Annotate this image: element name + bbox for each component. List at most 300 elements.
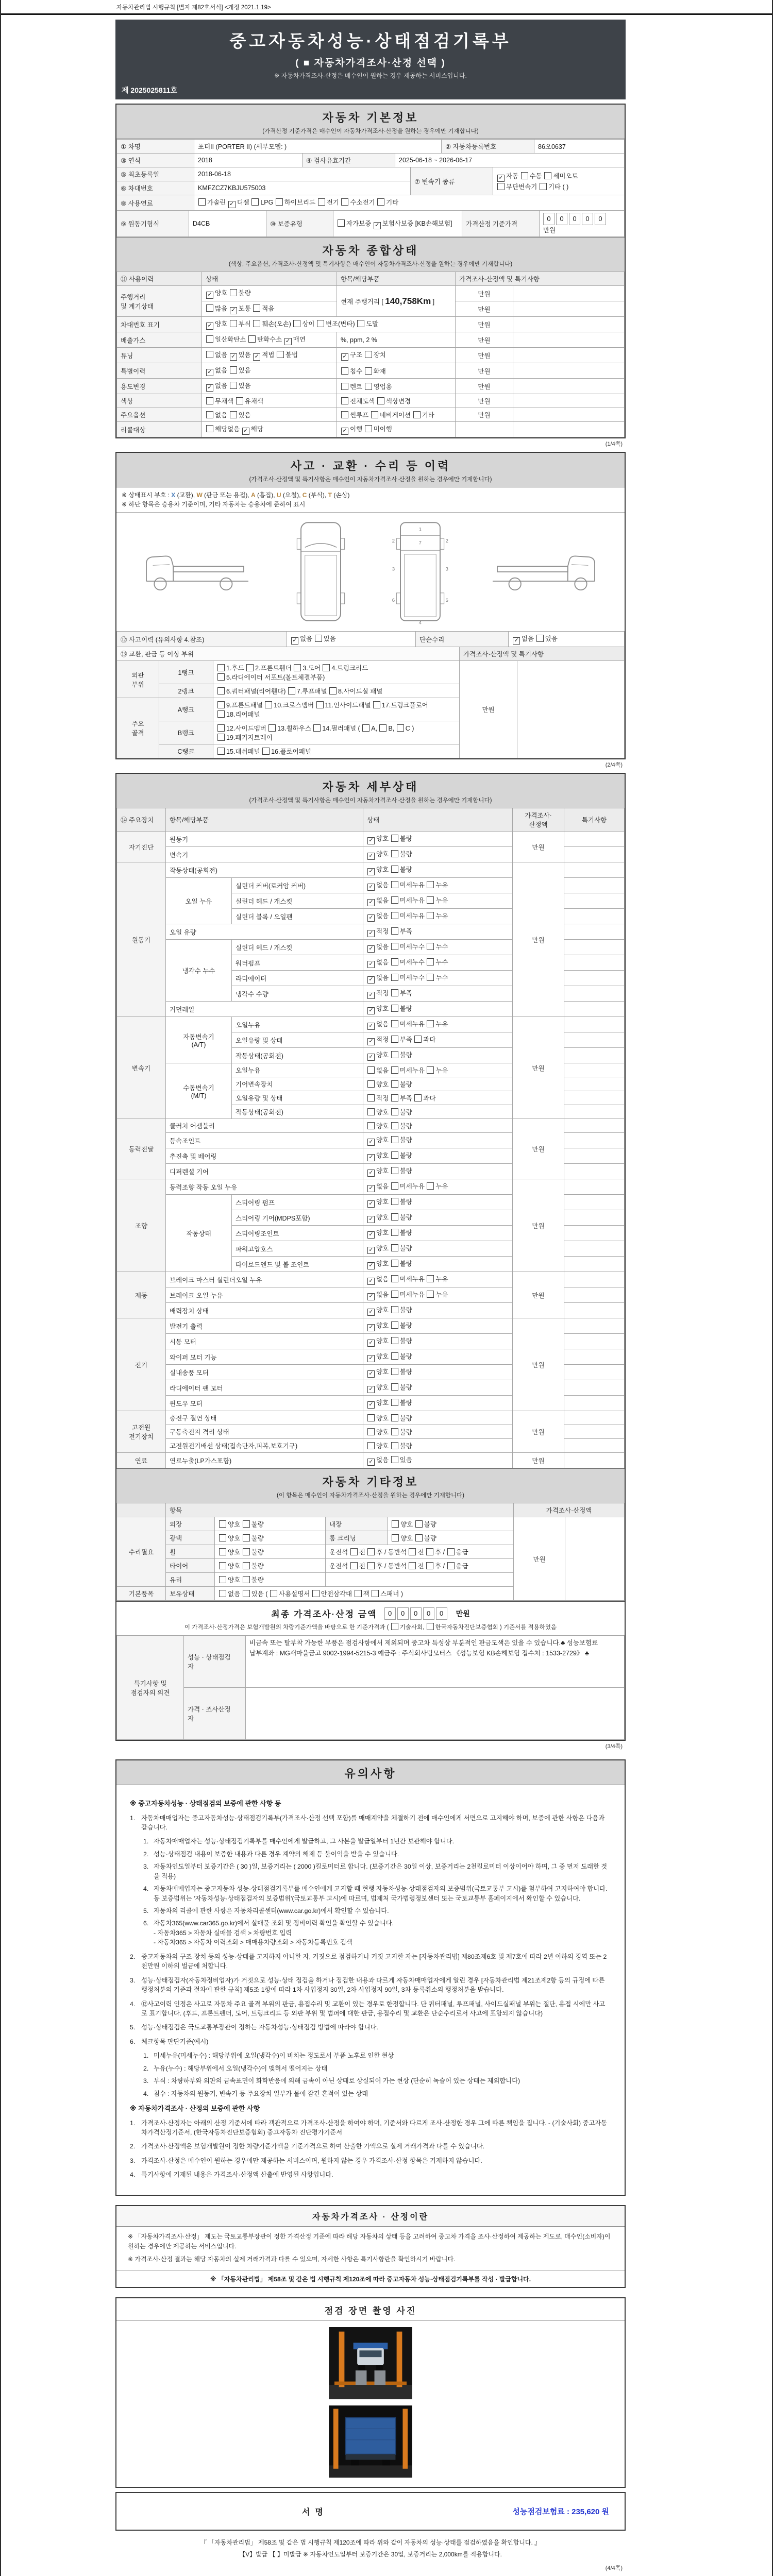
checkbox[interactable] xyxy=(315,635,322,642)
checkbox[interactable] xyxy=(373,701,380,708)
checkbox[interactable] xyxy=(540,183,547,190)
checkbox[interactable] xyxy=(230,411,237,418)
checkbox[interactable] xyxy=(414,1094,422,1101)
checkbox-checked[interactable] xyxy=(206,384,213,392)
checkbox[interactable] xyxy=(391,1275,398,1282)
checkbox[interactable] xyxy=(246,664,254,671)
status-cell: 양호 불량 xyxy=(363,1425,513,1439)
checkbox[interactable] xyxy=(230,382,237,389)
checkbox[interactable] xyxy=(365,367,372,375)
item-cell: 추진축 및 베어링 xyxy=(166,1148,363,1164)
checkbox[interactable] xyxy=(391,1182,398,1190)
checkbox[interactable] xyxy=(219,1548,226,1555)
checkbox[interactable] xyxy=(316,701,324,708)
checkbox[interactable] xyxy=(391,1368,398,1375)
status-cell: ✓ 없음 있음 xyxy=(363,1453,513,1468)
base-price-value xyxy=(540,211,625,237)
checkbox[interactable] xyxy=(362,724,369,732)
notice-item: 4. ⑫사고이력 인정은 사고로 자동차 주요 골격 부위의 판금, 용접수리 및 교환이 있는 경우로 한정합니다. 단 쿼터패널, 루프패널, 사이드실패널 부위는 절단, 용접 시에만 사고로 표기합니다. (후드, 프론트펜더, 도어, 트렁크리드 등 외판 부위 및 범퍼에 대한 판금, 용접수리 및 교환은 단순수리로서 사고에 포함되지 않습니다) xyxy=(130,2000,606,2017)
checkbox-checked[interactable] xyxy=(367,868,375,875)
checkbox-checked[interactable] xyxy=(367,914,375,922)
checkbox[interactable] xyxy=(391,1260,398,1267)
page-subtitle: ( ■ 자동차가격조사·산정 선택 ) xyxy=(295,58,446,69)
checkbox[interactable] xyxy=(427,958,434,965)
checkbox[interactable] xyxy=(323,664,330,671)
panel-items-cell: 12.사이드멤버 13.휠하우스 14.필러패널 ( A, B, C ) 19.패키지트레이 xyxy=(213,721,460,744)
accident-flags-table xyxy=(116,631,625,647)
checkbox[interactable] xyxy=(391,1094,398,1101)
checkbox[interactable] xyxy=(391,1623,398,1630)
checkbox[interactable] xyxy=(243,1548,250,1555)
checkbox[interactable] xyxy=(391,1428,398,1435)
checkbox[interactable] xyxy=(372,1590,379,1597)
checkbox[interactable] xyxy=(365,383,372,390)
section-notice xyxy=(116,1760,625,1785)
checkbox-checked[interactable] xyxy=(242,428,249,435)
checkbox[interactable] xyxy=(217,701,225,708)
checkbox-checked[interactable] xyxy=(367,1139,375,1146)
checkbox[interactable] xyxy=(236,397,243,404)
checkbox-checked[interactable] xyxy=(367,1170,375,1177)
item-label: 보유상태 xyxy=(166,1587,215,1601)
checkbox-checked[interactable] xyxy=(367,1154,375,1161)
checkbox[interactable] xyxy=(544,172,551,179)
checkbox-checked[interactable] xyxy=(367,961,375,968)
checkbox[interactable] xyxy=(391,1337,398,1344)
remarks-cell xyxy=(564,1119,625,1133)
checkbox-checked[interactable] xyxy=(367,884,375,891)
checkbox[interactable] xyxy=(427,1020,434,1027)
checkbox[interactable] xyxy=(329,687,337,694)
checkbox[interactable] xyxy=(391,1306,398,1313)
checkbox-checked[interactable] xyxy=(367,1185,375,1192)
remarks-cell xyxy=(513,422,625,437)
device-label: 동력전달 xyxy=(117,1119,166,1179)
checkbox[interactable] xyxy=(391,1036,398,1043)
checkbox[interactable] xyxy=(217,748,225,755)
checkbox[interactable] xyxy=(206,335,213,343)
checkbox-checked[interactable] xyxy=(367,1247,375,1254)
row-label: 주행거리 및 계기상태 xyxy=(117,286,202,317)
checkbox[interactable] xyxy=(317,320,324,327)
checkbox[interactable] xyxy=(367,1108,375,1115)
item-cell: 시동 모터 xyxy=(166,1334,363,1349)
device-label: 제동 xyxy=(117,1272,166,1318)
item-cell: 고전원전기배선 상태(접속단자,피복,보호기구) xyxy=(166,1439,363,1453)
checkbox[interactable] xyxy=(427,1182,434,1190)
checkbox[interactable] xyxy=(338,219,345,227)
checkbox[interactable] xyxy=(497,183,505,190)
item-cell: 작동상태(공회전) xyxy=(232,1048,363,1063)
item-cell: 구동축전지 격리 상태 xyxy=(166,1425,363,1439)
checkbox[interactable] xyxy=(350,1562,358,1569)
remarks-cell xyxy=(564,1439,625,1453)
overall-row xyxy=(117,394,625,408)
checkbox-checked[interactable] xyxy=(367,1231,375,1239)
item-cell: 오일 유량 xyxy=(166,924,363,940)
checkbox-checked[interactable] xyxy=(291,637,298,645)
checkbox[interactable] xyxy=(427,1623,434,1630)
checkbox[interactable] xyxy=(391,896,398,904)
checkbox[interactable] xyxy=(391,1442,398,1449)
checkbox[interactable] xyxy=(341,397,348,404)
status-cell: ✓ 없음 미세누유 누유 xyxy=(363,1287,513,1303)
checkbox[interactable] xyxy=(415,1534,423,1541)
checkbox[interactable] xyxy=(391,1291,398,1298)
checkbox[interactable] xyxy=(391,1122,398,1129)
checkbox[interactable] xyxy=(268,724,276,732)
checkbox-checked[interactable] xyxy=(367,930,375,937)
vin-value: KMFZCZ7KBJU575003 xyxy=(194,181,411,195)
inspection-photo-front xyxy=(327,2327,414,2399)
checkbox[interactable] xyxy=(391,912,398,919)
checkbox-checked[interactable] xyxy=(206,323,213,330)
checkbox-checked[interactable] xyxy=(230,353,237,361)
checkbox[interactable] xyxy=(341,367,348,375)
col-parts: 항목/해당부품 xyxy=(337,272,456,286)
checkbox-checked[interactable] xyxy=(367,853,375,860)
checkbox[interactable] xyxy=(294,664,301,671)
checkbox-checked[interactable] xyxy=(253,353,260,361)
checkbox[interactable] xyxy=(219,1562,226,1569)
checkbox-checked[interactable] xyxy=(367,1401,375,1409)
code-t: T xyxy=(328,492,332,499)
remarks-cell xyxy=(564,1380,625,1396)
checkbox[interactable] xyxy=(409,1548,416,1555)
checkbox-checked[interactable] xyxy=(367,1293,375,1300)
signature-label: 서명 xyxy=(302,2508,328,2517)
status-cell: ✓ 없음 미세누수 누수 xyxy=(363,971,513,986)
checkbox[interactable] xyxy=(391,866,398,873)
checkbox[interactable] xyxy=(391,1167,398,1174)
checkbox-checked[interactable] xyxy=(367,1054,375,1061)
checkbox[interactable] xyxy=(377,397,384,404)
checkbox-checked[interactable] xyxy=(513,637,520,645)
checkbox[interactable] xyxy=(367,1080,375,1088)
checkbox[interactable] xyxy=(391,1051,398,1058)
checkbox[interactable] xyxy=(318,198,325,206)
checkbox[interactable] xyxy=(288,687,295,694)
item-cell: 클러치 어셈블리 xyxy=(166,1119,363,1133)
checkbox[interactable] xyxy=(248,335,256,343)
status-cell: 양호 불량 xyxy=(363,1439,513,1453)
checkbox[interactable] xyxy=(262,748,270,755)
checkbox-checked[interactable] xyxy=(367,945,375,953)
status-cell: ✓ 적정 부족 xyxy=(363,986,513,1002)
checkbox[interactable] xyxy=(312,1590,320,1597)
checkbox[interactable] xyxy=(426,1562,433,1569)
checkbox[interactable] xyxy=(219,1520,226,1528)
price-survey-line2: ※ 가격조사·산정 결과는 해당 자동차의 실제 거래가격과 다를 수 있으며, 자세한 사항은 특기사항란을 확인하시기 바랍니다. xyxy=(128,2256,456,2263)
checkbox[interactable] xyxy=(391,927,398,935)
row-label: 주요옵션 xyxy=(117,408,202,422)
checkbox-checked[interactable] xyxy=(206,292,213,299)
checkbox[interactable] xyxy=(230,289,237,296)
checkbox[interactable] xyxy=(243,1590,250,1597)
checkbox-checked[interactable] xyxy=(228,201,236,208)
section-title: 자동차 세부상태 xyxy=(322,781,419,793)
checkbox-checked[interactable] xyxy=(230,307,237,314)
checkbox[interactable] xyxy=(427,1291,434,1298)
overall-row xyxy=(117,408,625,422)
remarks-cell xyxy=(564,940,625,955)
checkbox[interactable] xyxy=(367,1414,375,1421)
inspector-label: 성능 · 상태점검 자 xyxy=(184,1636,246,1688)
svg-text:4: 4 xyxy=(418,620,422,626)
checkbox-checked[interactable] xyxy=(341,428,348,435)
checkbox[interactable] xyxy=(217,710,225,718)
col-price: 가격조사·산정액 xyxy=(513,808,564,832)
checkbox[interactable] xyxy=(219,1534,226,1541)
detail-row xyxy=(117,1318,625,1334)
checkbox[interactable] xyxy=(391,1321,398,1329)
checkbox-checked[interactable] xyxy=(367,992,375,999)
checkbox[interactable] xyxy=(365,425,372,432)
base-price-unit: 만원 xyxy=(543,227,556,234)
status-cell: ✓ 양호 불량 xyxy=(363,1164,513,1179)
page-marker-2: (2/4쪽) xyxy=(605,762,623,768)
final-price-digits xyxy=(384,1607,449,1620)
checkbox[interactable] xyxy=(391,1108,398,1115)
checkbox[interactable] xyxy=(391,881,398,888)
checkbox[interactable] xyxy=(391,1352,398,1360)
checkbox[interactable] xyxy=(206,304,213,312)
checkbox[interactable] xyxy=(219,1590,226,1597)
checkbox-checked[interactable] xyxy=(367,1459,375,1466)
device-label: 전기 xyxy=(117,1318,166,1411)
checkbox[interactable] xyxy=(391,850,398,857)
checkbox[interactable] xyxy=(276,198,283,206)
status-cell: ✓ 없음 미세누유 누유 xyxy=(363,878,513,893)
checkbox[interactable] xyxy=(391,1151,398,1159)
checkbox-checked[interactable] xyxy=(497,175,505,182)
checkbox[interactable] xyxy=(391,1229,398,1236)
item-cell: 타이로드엔드 및 볼 조인트 xyxy=(232,1257,363,1272)
checkbox[interactable] xyxy=(367,1094,375,1101)
remarks-cell xyxy=(513,394,625,408)
checkbox[interactable] xyxy=(536,635,544,642)
table-header-row xyxy=(117,808,625,832)
checkbox-checked[interactable] xyxy=(367,1216,375,1223)
photo-list xyxy=(116,2321,625,2487)
status-cell: 양호 불량 xyxy=(363,1411,513,1425)
checkbox[interactable] xyxy=(392,1520,399,1528)
checkbox-checked[interactable] xyxy=(341,353,348,361)
remarks-cell xyxy=(564,1318,625,1334)
insurance-fee: 성능점검보험료 : 235,620 원 xyxy=(512,2507,609,2517)
price-digit: 0 xyxy=(543,213,554,225)
status-cell: ✓ 없음 있음 xyxy=(202,379,337,394)
checkbox[interactable] xyxy=(409,1562,416,1569)
checkbox[interactable] xyxy=(391,989,398,996)
checkbox[interactable] xyxy=(217,734,225,741)
checkbox[interactable] xyxy=(243,1534,250,1541)
checkbox[interactable] xyxy=(243,1562,250,1569)
svg-text:3: 3 xyxy=(445,566,449,572)
notice-subitem: 1. 자동차매매업자는 성능·상태점검기록부를 매수인에게 발급하고, 그 사본을 발급일부터 1년간 보관해야 합니다. xyxy=(143,1838,455,1845)
status-cell: ✓ 없음 미세누수 누수 xyxy=(363,955,513,971)
checkbox[interactable] xyxy=(391,1244,398,1251)
remarks-cell xyxy=(517,661,625,758)
device-label: 조향 xyxy=(117,1179,166,1272)
checkbox[interactable] xyxy=(427,1066,434,1074)
checkbox[interactable] xyxy=(367,1428,375,1435)
checkbox[interactable] xyxy=(391,1136,398,1143)
checkbox[interactable] xyxy=(341,383,348,390)
checkbox[interactable] xyxy=(341,411,348,418)
status-cell: 없음 ✓있음 ✓적법 불법 xyxy=(202,348,337,363)
rank-label: B랭크 xyxy=(159,721,213,744)
checkbox[interactable] xyxy=(391,1213,398,1221)
warranty-label: ⑩ 보증유형 xyxy=(266,211,333,237)
checkbox[interactable] xyxy=(392,1534,399,1541)
status-cell: ✓ 양호 불량 xyxy=(363,1365,513,1380)
vehicle-side-left-diagram xyxy=(137,541,253,602)
checkbox[interactable] xyxy=(427,974,434,981)
basic-info-table-r2 xyxy=(116,153,625,167)
checkbox[interactable] xyxy=(391,1383,398,1391)
checkbox[interactable] xyxy=(253,320,260,327)
checkbox[interactable] xyxy=(206,411,213,418)
item-cell: 스티어링 펌프 xyxy=(232,1195,363,1210)
checkbox-checked[interactable] xyxy=(367,1370,375,1378)
checkbox[interactable] xyxy=(230,366,237,374)
checkbox[interactable] xyxy=(397,724,404,732)
remarks-cell xyxy=(564,1032,625,1048)
checkbox[interactable] xyxy=(230,320,237,327)
overall-row xyxy=(117,317,625,332)
checkbox-checked[interactable] xyxy=(374,222,381,229)
checkbox[interactable] xyxy=(414,1036,422,1043)
checkbox[interactable] xyxy=(415,1520,423,1528)
checkbox[interactable] xyxy=(243,1576,250,1583)
remarks-cell xyxy=(564,1334,625,1349)
row-label: 차대번호 표기 xyxy=(117,317,202,332)
panel-items-cell: 9.프론트패널 10.크로스멤버 11.인사이드패널 17.트렁크플로어 18.리어패널 xyxy=(213,698,460,721)
checkbox[interactable] xyxy=(391,1456,398,1463)
checkbox[interactable] xyxy=(367,1122,375,1129)
overall-row xyxy=(117,286,625,301)
remarks-cell xyxy=(564,971,625,986)
checkbox-checked[interactable] xyxy=(367,1023,375,1030)
price-cell: 만원 xyxy=(460,661,517,758)
checkbox[interactable] xyxy=(521,172,528,179)
checkbox[interactable] xyxy=(270,1590,277,1597)
checkbox-checked[interactable] xyxy=(367,1324,375,1331)
checkbox[interactable] xyxy=(427,896,434,904)
checkbox-checked[interactable] xyxy=(206,369,213,376)
checkbox[interactable] xyxy=(427,943,434,950)
checkbox[interactable] xyxy=(293,320,300,327)
table-row xyxy=(117,167,625,181)
checkbox[interactable] xyxy=(447,1562,455,1569)
remarks-row xyxy=(117,1688,625,1740)
checkbox[interactable] xyxy=(426,1548,433,1555)
checkbox-checked[interactable] xyxy=(367,1309,375,1316)
checkbox[interactable] xyxy=(447,1548,455,1555)
checkbox[interactable] xyxy=(217,687,225,694)
checkbox-checked[interactable] xyxy=(367,899,375,906)
price-cell: 만원 xyxy=(456,317,513,332)
checkbox-checked[interactable] xyxy=(367,1038,375,1045)
checkbox[interactable] xyxy=(206,397,213,404)
checkbox[interactable] xyxy=(379,724,386,732)
checkbox[interactable] xyxy=(371,411,378,418)
item-cell: 작동상태(공회전) xyxy=(232,1105,363,1119)
checkbox[interactable] xyxy=(377,198,384,206)
section-note: (이 항목은 매수인이 자동차가격조사·산정을 원하는 경우에만 기재합니다) xyxy=(277,1493,464,1499)
checkbox[interactable] xyxy=(391,943,398,950)
checkbox-checked[interactable] xyxy=(367,1200,375,1208)
checkbox[interactable] xyxy=(391,1198,398,1205)
checkbox[interactable] xyxy=(413,411,421,418)
checkbox[interactable] xyxy=(243,1520,250,1528)
checkbox[interactable] xyxy=(391,1066,398,1074)
checkbox-checked[interactable] xyxy=(367,1007,375,1014)
checkbox[interactable] xyxy=(391,1399,398,1406)
checkbox[interactable] xyxy=(355,1590,362,1597)
checkbox[interactable] xyxy=(341,198,348,206)
checkbox[interactable] xyxy=(217,664,225,671)
checkbox-checked[interactable] xyxy=(367,837,375,844)
device-label: 원동기 xyxy=(117,862,166,1017)
checkbox[interactable] xyxy=(198,198,206,206)
item-cell: 와이퍼 모터 기능 xyxy=(166,1349,363,1365)
checkbox[interactable] xyxy=(277,351,284,358)
checkbox[interactable] xyxy=(217,724,225,732)
checkbox[interactable] xyxy=(391,835,398,842)
checkbox[interactable] xyxy=(391,958,398,965)
checkbox[interactable] xyxy=(391,1020,398,1027)
remarks-cell xyxy=(513,379,625,394)
checkbox[interactable] xyxy=(367,1548,375,1555)
checkbox[interactable] xyxy=(365,351,372,358)
checkbox[interactable] xyxy=(391,1080,398,1088)
checkbox[interactable] xyxy=(391,974,398,981)
checkbox[interactable] xyxy=(367,1442,375,1449)
checkbox[interactable] xyxy=(367,1562,375,1569)
checkbox-checked[interactable] xyxy=(284,338,292,345)
checkbox[interactable] xyxy=(367,1066,375,1074)
checkbox-checked[interactable] xyxy=(367,1340,375,1347)
svg-text:6: 6 xyxy=(445,598,449,604)
checkbox[interactable] xyxy=(217,673,225,681)
checkbox[interactable] xyxy=(391,1005,398,1012)
checkbox[interactable] xyxy=(357,320,364,327)
checkbox[interactable] xyxy=(219,1576,226,1583)
checkbox[interactable] xyxy=(350,1548,358,1555)
checkbox[interactable] xyxy=(265,701,272,708)
col-status: 상태 xyxy=(363,808,513,832)
checkbox-checked[interactable] xyxy=(367,1262,375,1269)
checkbox[interactable] xyxy=(206,351,213,358)
checkbox[interactable] xyxy=(206,425,213,432)
checkbox-checked[interactable] xyxy=(367,1278,375,1285)
checkbox[interactable] xyxy=(427,881,434,888)
checkbox[interactable] xyxy=(427,1275,434,1282)
checkbox[interactable] xyxy=(427,912,434,919)
checkbox[interactable] xyxy=(391,1414,398,1421)
notice-subitem: 2. 성능·상태점검 내용이 보증한 내용과 다른 경우 계약의 해제 등 불이익을 받을 수 있습니다. xyxy=(143,1850,399,1858)
checkbox[interactable] xyxy=(253,304,260,312)
checkbox[interactable] xyxy=(251,198,259,206)
checkbox-checked[interactable] xyxy=(367,1355,375,1362)
item-label: 룸 크리닝 xyxy=(326,1531,388,1545)
checkbox[interactable] xyxy=(313,724,321,732)
checkbox-checked[interactable] xyxy=(367,976,375,984)
remarks-cell xyxy=(564,847,625,862)
checkbox-checked[interactable] xyxy=(367,1386,375,1393)
